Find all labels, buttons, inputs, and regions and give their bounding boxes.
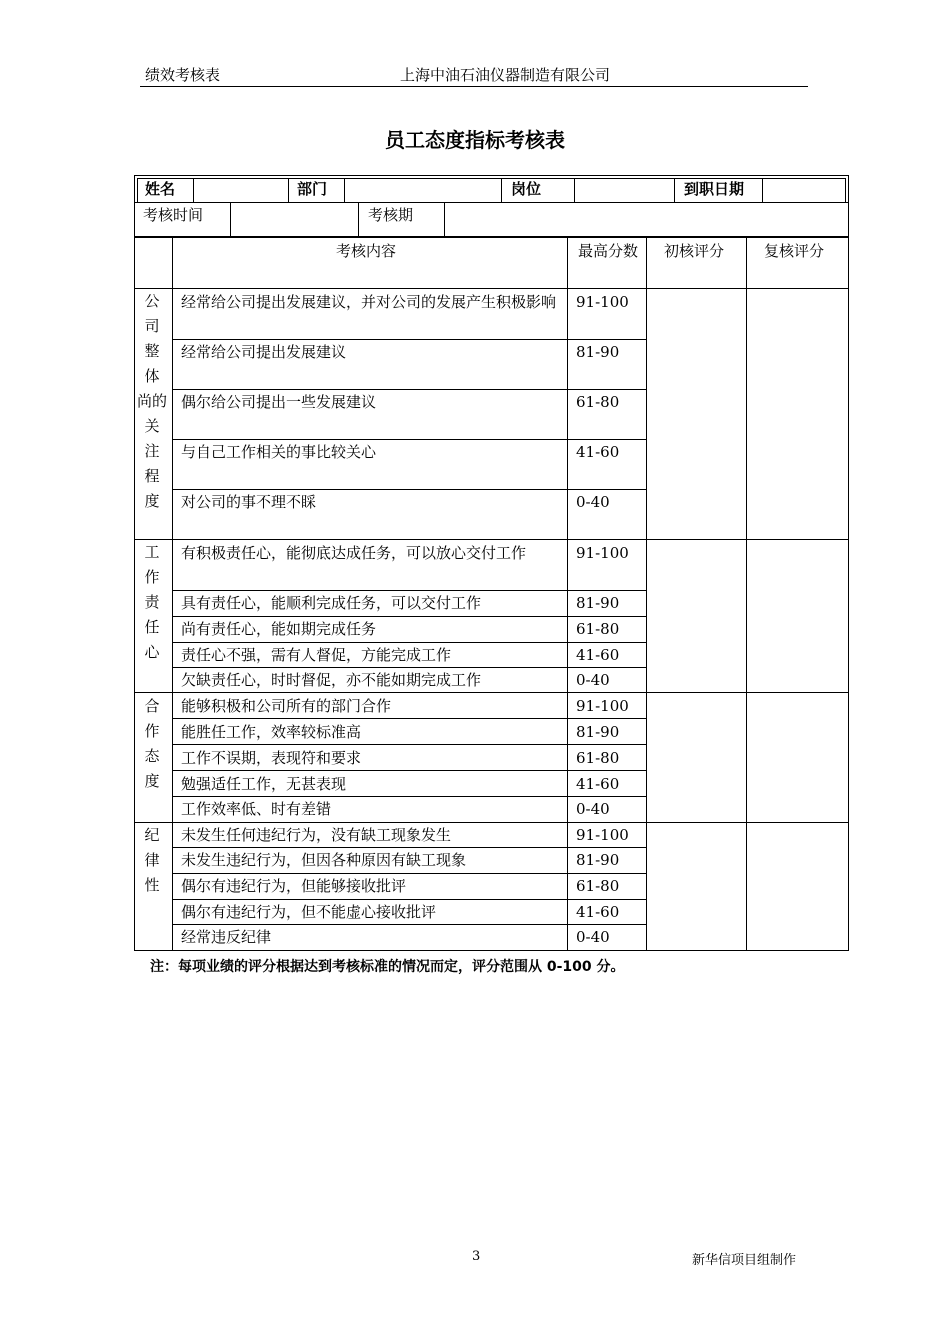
- section-3-category-c2: 作: [144, 722, 160, 740]
- table-row: 偶尔给公司提出一些发展建议: [181, 393, 377, 411]
- score-range: 0-40: [576, 928, 610, 946]
- table-row: 工作效率低、时有差错: [181, 800, 332, 818]
- section-1-category-c3: 整: [144, 342, 160, 360]
- table-row: 偶尔有违纪行为，但能够接收批评: [181, 877, 407, 895]
- page-number: 3: [472, 1249, 481, 1264]
- col-content-header: 考核内容: [336, 242, 397, 260]
- section-1-category-c7: 注: [144, 442, 160, 460]
- section-1-category-c1: 公: [144, 292, 160, 310]
- table-row: 经常给公司提出发展建议，并对公司的发展产生积极影响: [181, 293, 557, 311]
- table-row: 未发生任何违纪行为，没有缺工现象发生: [181, 826, 452, 844]
- table-row: 经常给公司提出发展建议: [181, 343, 347, 361]
- section-1-category-c6: 关: [144, 417, 160, 435]
- header-rule: [140, 86, 808, 87]
- table-row: 具有责任心，能顺利完成任务，可以交付工作: [181, 594, 482, 612]
- score-range: 61-80: [576, 749, 620, 767]
- table-row: 欠缺责任心，时时督促，亦不能如期完成工作: [181, 671, 482, 689]
- review-period-label: 考核期: [368, 206, 414, 224]
- score-range: 61-80: [576, 393, 620, 411]
- section-3-category-c1: 合: [144, 697, 160, 715]
- table-row: 对公司的事不理不睬: [181, 493, 317, 511]
- table-row: 有积极责任心，能彻底达成任务，可以放心交付工作: [181, 544, 527, 562]
- dept-label: 部门: [297, 180, 328, 198]
- table-row: 未发生违纪行为，但因各种原因有缺工现象: [181, 851, 467, 869]
- table-row: 责任心不强，需有人督促，方能完成工作: [181, 646, 452, 664]
- section-2-category-c1: 工: [144, 543, 160, 561]
- score-range: 41-60: [576, 646, 620, 664]
- score-range: 41-60: [576, 443, 620, 461]
- position-label: 岗位: [511, 180, 542, 198]
- section-1-category-c5: 尚的: [136, 392, 167, 410]
- score-range: 91-100: [576, 697, 629, 715]
- header-doc-type: 绩效考核表: [145, 66, 221, 84]
- hire-date-label: 到职日期: [684, 180, 745, 198]
- table-row: 能胜任工作，效率较标准高: [181, 723, 362, 741]
- col-second-review-header: 复核评分: [764, 242, 825, 260]
- section-4-category-c3: 性: [144, 876, 160, 894]
- table-row: 勉强适任工作，无甚表现: [181, 775, 347, 793]
- score-range: 81-90: [576, 343, 620, 361]
- score-range: 41-60: [576, 903, 620, 921]
- name-label: 姓名: [145, 180, 176, 198]
- table-row: 能够积极和公司所有的部门合作: [181, 697, 392, 715]
- score-range: 91-100: [576, 293, 629, 311]
- table-row: 偶尔有违纪行为，但不能虚心接收批评: [181, 903, 437, 921]
- page-title: 员工态度指标考核表: [385, 128, 565, 152]
- table-row: 工作不误期，表现符和要求: [181, 749, 362, 767]
- score-range: 61-80: [576, 877, 620, 895]
- col-first-review-header: 初核评分: [664, 242, 725, 260]
- score-range: 81-90: [576, 851, 620, 869]
- section-2-category-c2: 作: [144, 568, 160, 586]
- table-row: 与自己工作相关的事比较关心: [181, 443, 377, 461]
- section-1-category-c4: 体: [144, 367, 160, 385]
- col-max-score-header: 最高分数: [578, 242, 639, 260]
- score-range: 81-90: [576, 723, 620, 741]
- score-range: 0-40: [576, 671, 610, 689]
- section-2-category-c3: 责: [144, 593, 160, 611]
- review-time-label: 考核时间: [143, 206, 204, 224]
- table-row: 尚有责任心，能如期完成任务: [181, 620, 377, 638]
- score-range: 0-40: [576, 800, 610, 818]
- score-range: 41-60: [576, 775, 620, 793]
- score-range: 61-80: [576, 620, 620, 638]
- section-3-category-c3: 态: [144, 747, 160, 765]
- score-range: 81-90: [576, 594, 620, 612]
- section-2-category-c4: 任: [144, 618, 160, 636]
- section-4-category-c1: 纪: [144, 826, 160, 844]
- footer-maker: 新华信项目组制作: [692, 1253, 797, 1268]
- section-2-category-c5: 心: [144, 643, 160, 661]
- score-range: 0-40: [576, 493, 610, 511]
- scoring-note: 注：每项业绩的评分根据达到考核标准的情况而定，评分范围从 0-100 分。: [150, 959, 625, 975]
- section-1-category-c9: 度: [144, 492, 160, 510]
- section-3-category-c4: 度: [144, 772, 160, 790]
- table-row: 经常违反纪律: [181, 928, 272, 946]
- score-range: 91-100: [576, 826, 629, 844]
- section-4-category-c2: 律: [144, 851, 160, 869]
- section-1-category-c8: 程: [144, 467, 160, 485]
- section-1-category-c2: 司: [144, 317, 160, 335]
- score-range: 91-100: [576, 544, 629, 562]
- header-company: 上海中油石油仪器制造有限公司: [400, 66, 611, 84]
